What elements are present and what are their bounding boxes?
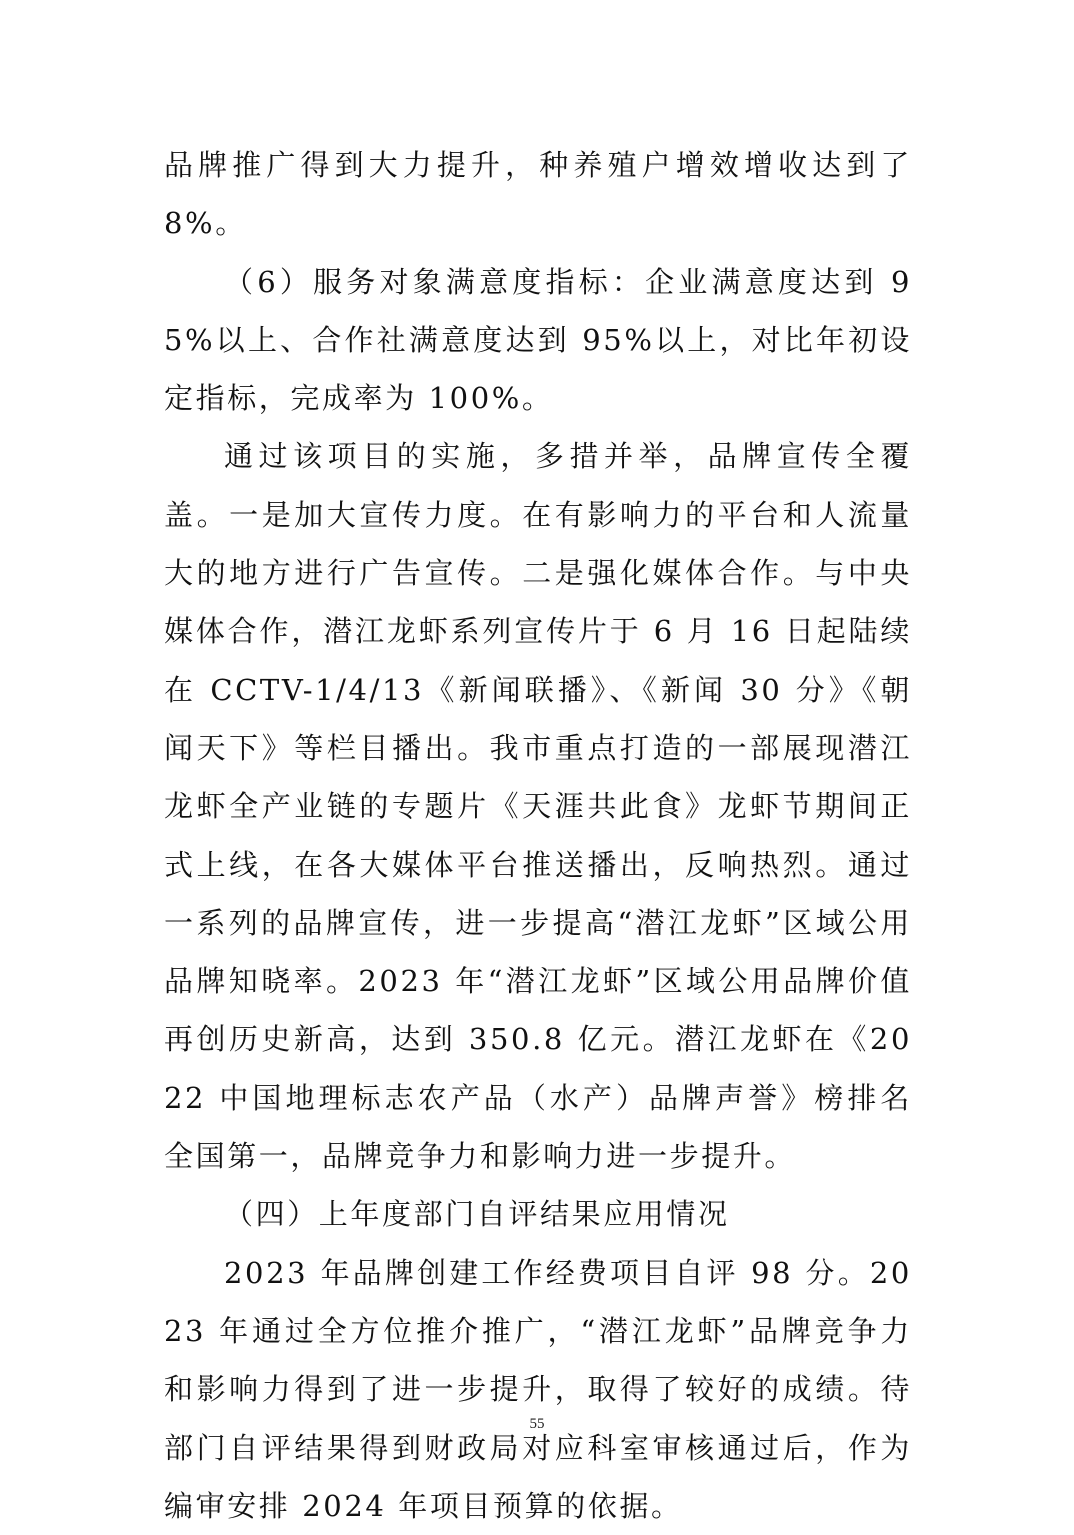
body-text (164, 136, 912, 1535)
page-number: 55 (529, 1416, 545, 1432)
section-heading: （四）上年度部门自评结果应用情况 (224, 1197, 730, 1232)
paragraph-continuation: 品牌推广得到大力提升，种养殖户增效增收达到了 8%。 (164, 148, 912, 241)
paragraph-satisfaction-indicator: （6）服务对象满意度指标：企业满意度达到 95%以上、合作社满意度达到 95%以上，对比年初设定指标，完成率为 100%。 (164, 264, 912, 416)
paragraph-self-evaluation-application: 2023 年品牌创建工作经费项目自评 98 分。2023 年通过全方位推介推广，“潜江龙虾”品牌竞争力和影响力得到了进一步提升，取得了较好的成绩。待部门自评结果得到财政局对应科室审核通过后，作为编审安排 2024 年项目预算的依据。 (164, 1255, 912, 1523)
paragraph-brand-publicity: 通过该项目的实施，多措并举，品牌宣传全覆盖。一是加大宣传力度。在有影响力的平台和人流量大的地方进行广告宣传。二是强化媒体合作。与中央媒体合作，潜江龙虾系列宣传片于 6 月 16 日起陆续在 CCTV-1/4/13《新闻联播》、《新闻 30 分》《朝闻天下》等栏目播出。我市重点打造的一部展现潜江龙虾全产业链的专题片《天涯共此食》龙虾节期间正式上线，在各大媒体平台推送播出，反响热烈。通过一系列的品牌宣传，进一步提高“潜江龙虾”区域公用品牌知晓率。2023 年“潜江龙虾”区域公用品牌价值再创历史新高，达到 350.8 亿元。潜江龙虾在《2022 中国地理标志农产品（水产）品牌声誉》榜排名全国第一，品牌竞争力和影响力进一步提升。 (164, 439, 912, 1174)
